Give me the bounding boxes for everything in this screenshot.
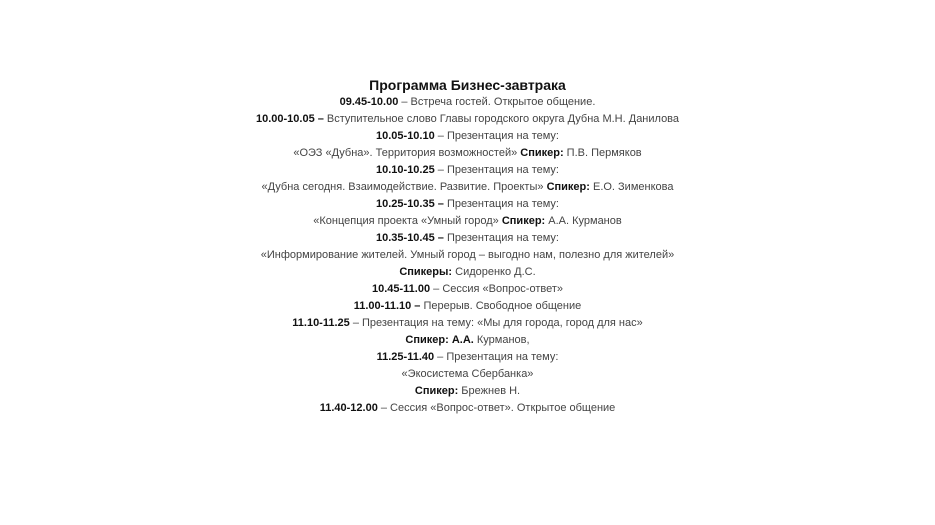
schedule-emphasis: Спикер:	[520, 147, 564, 159]
schedule-text: Презентация на тему:	[443, 198, 559, 210]
schedule-line	[0, 94, 935, 111]
schedule-emphasis: Спикер: А.А.	[405, 334, 474, 346]
business-breakfast-program	[0, 76, 935, 417]
schedule-line	[0, 298, 935, 315]
schedule-text: Е.О. Зименкова	[589, 181, 674, 193]
schedule-text: – Презентация на тему:	[434, 351, 559, 363]
schedule-text: – Сессия «Вопрос-ответ»	[430, 283, 564, 295]
schedule-text: «ОЭЗ «Дубна». Территория возможностей»	[293, 147, 521, 159]
schedule-emphasis: 09.45-10.00	[339, 96, 399, 108]
schedule-line	[0, 179, 935, 196]
schedule-line	[0, 213, 935, 230]
schedule-emphasis: Спикер:	[546, 181, 590, 193]
schedule-line	[0, 196, 935, 213]
schedule-emphasis: 10.25-10.35 –	[376, 198, 444, 210]
schedule-emphasis: Спикер:	[501, 215, 546, 227]
schedule-text: «Экосистема Сбербанка»	[401, 368, 534, 380]
schedule-emphasis: Спикер:	[414, 385, 459, 397]
schedule-emphasis: 11.10-11.25	[292, 317, 350, 329]
schedule-emphasis: 10.00-10.05 –	[255, 113, 324, 125]
schedule-line	[0, 162, 935, 179]
schedule-line	[0, 247, 935, 264]
schedule-text: «Дубна сегодня. Взаимодействие. Развитие. Проекты»	[261, 181, 547, 193]
schedule-text: – Встреча гостей. Открытое общение.	[398, 96, 596, 108]
schedule-text: Сидоренко Д.С.	[452, 266, 536, 278]
schedule-text: Презентация на тему:	[443, 232, 559, 244]
schedule-text: Вступительное слово Главы городского округа Дубна М.Н. Данилова	[323, 113, 680, 125]
schedule-list	[0, 94, 935, 417]
schedule-line	[0, 111, 935, 128]
schedule-text: Курманов,	[473, 334, 530, 346]
schedule-line	[0, 332, 935, 349]
schedule-line	[0, 349, 935, 366]
schedule-emphasis: Спикеры:	[399, 266, 453, 278]
schedule-text: – Презентация на тему:	[434, 130, 559, 142]
schedule-text: А.А. Курманов	[545, 215, 622, 227]
schedule-emphasis: 10.45-11.00	[371, 283, 431, 295]
schedule-emphasis: 11.25-11.40	[376, 351, 435, 363]
schedule-text: «Концепция проекта «Умный город»	[313, 215, 502, 227]
schedule-text: – Сессия «Вопрос-ответ». Открытое общение	[377, 402, 616, 414]
schedule-text: П.В. Пермяков	[563, 147, 642, 159]
schedule-line	[0, 400, 935, 417]
schedule-text: Перерыв. Свободное общение	[420, 300, 582, 312]
schedule-line	[0, 145, 935, 162]
schedule-line	[0, 281, 935, 298]
program-title: Программа Бизнес-завтрака	[369, 77, 566, 93]
schedule-text: – Презентация на тему:	[434, 164, 559, 176]
schedule-text: – Презентация на тему: «Мы для города, город для нас»	[349, 317, 643, 329]
schedule-line	[0, 315, 935, 332]
schedule-emphasis: 11.40-12.00	[319, 402, 378, 414]
schedule-text: Брежнев Н.	[458, 385, 521, 397]
schedule-line	[0, 366, 935, 383]
schedule-line	[0, 264, 935, 281]
schedule-emphasis: 10.10-10.25	[376, 164, 435, 176]
schedule-text: «Информирование жителей. Умный город – выгодно нам, полезно для жителей»	[260, 249, 675, 261]
schedule-line	[0, 230, 935, 247]
schedule-emphasis: 10.05-10.10	[376, 130, 435, 142]
schedule-line	[0, 128, 935, 145]
schedule-line	[0, 383, 935, 400]
schedule-emphasis: 10.35-10.45 –	[376, 232, 444, 244]
schedule-emphasis: 11.00-11.10 –	[353, 300, 421, 312]
